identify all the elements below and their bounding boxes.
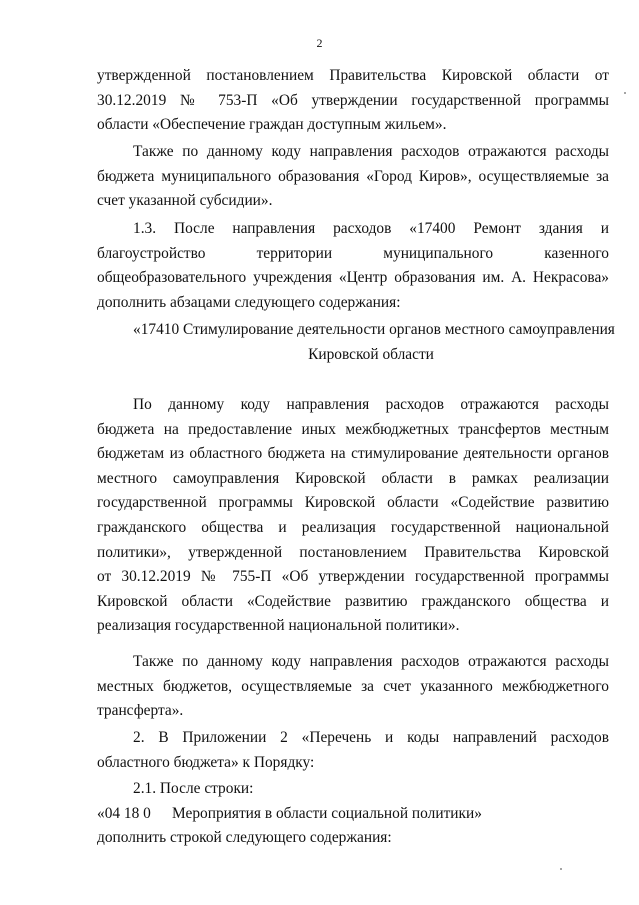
text-line: области «Обеспечение граждан доступным жильем».: [97, 116, 447, 134]
text-line: государственной программы Кировской области «Содействие развитию: [97, 494, 609, 512]
text-line: Также по данному коду направления расходов отражаются расходы: [133, 653, 609, 670]
page-number: 2: [316, 36, 323, 50]
paragraph-2: [97, 726, 609, 775]
text-line: «17410 Стимулирование деятельности органов местного самоуправления: [133, 321, 615, 338]
paragraph-17410-description: [97, 393, 609, 639]
text-line: благоустройство территории муниципального казенного: [97, 244, 609, 262]
text-line: 1.3. После направления расходов «17400 Ремонт здания и: [133, 220, 609, 237]
text-line: от 30.12.2019 № 755-П «Об утверждении государственной программы: [97, 568, 609, 586]
text-line: трансферта».: [97, 702, 184, 720]
text-line: местного самоуправления Кировской области в рамках реализации: [97, 469, 609, 487]
paragraph-continuation: [97, 64, 609, 138]
text-line: политики», утвержденной постановлением Правительства Кировской: [97, 543, 609, 561]
text-line: дополнить строкой следующего содержания:: [97, 829, 392, 847]
paragraph-also-2: [97, 650, 609, 724]
text-line: бюджета муниципального образования «Город Киров», осуществляемые за: [97, 167, 609, 185]
text-line: дополнить абзацами следующего содержания:: [97, 293, 401, 311]
text-line: счет указанной субсидии».: [97, 192, 273, 210]
text-line: областного бюджета» к Порядку:: [97, 753, 315, 771]
paragraph-2-1: [97, 777, 609, 851]
scan-speck: [624, 92, 626, 94]
text-line: 30.12.2019 № 753-П «Об утверждении государственной программы: [97, 91, 609, 109]
paragraph-also-1: [97, 140, 609, 214]
text-line: 2. В Приложении 2 «Перечень и коды направлений расходов: [133, 729, 609, 746]
text-line: 2.1. После строки:: [133, 780, 254, 797]
text-line: утвержденной постановлением Правительства Кировской области от: [97, 67, 609, 84]
table-row-04-18-0: [97, 802, 609, 827]
row-title: Мероприятия в области социальной политики»: [172, 804, 482, 822]
text-line: реализация государственной национальной политики».: [97, 617, 460, 635]
text-line: бюджетам из областного бюджета на стимулирование деятельности органов: [97, 445, 609, 463]
text-line: Кировской области «Содействие развитию гражданского общества и: [97, 592, 609, 610]
text-line: Кировской области: [308, 345, 434, 363]
row-code: «04 18 0: [97, 804, 151, 822]
text-line: общеобразовательного учреждения «Центр образования им. А. Некрасова»: [97, 269, 609, 287]
text-line: По данному коду направления расходов отражаются расходы: [133, 396, 609, 413]
text-line: Также по данному коду направления расходов отражаются расходы: [133, 143, 609, 160]
text-line: гражданского общества и реализация государственной национальной: [97, 518, 609, 536]
heading-17410: [97, 318, 615, 367]
text-line: бюджета на предоставление иных межбюджетных трансфертов местным: [97, 420, 609, 438]
paragraph-1-3: [97, 217, 609, 315]
text-line: местных бюджетов, осуществляемые за счет указанного межбюджетного: [97, 677, 609, 695]
scan-speck: [560, 868, 562, 870]
